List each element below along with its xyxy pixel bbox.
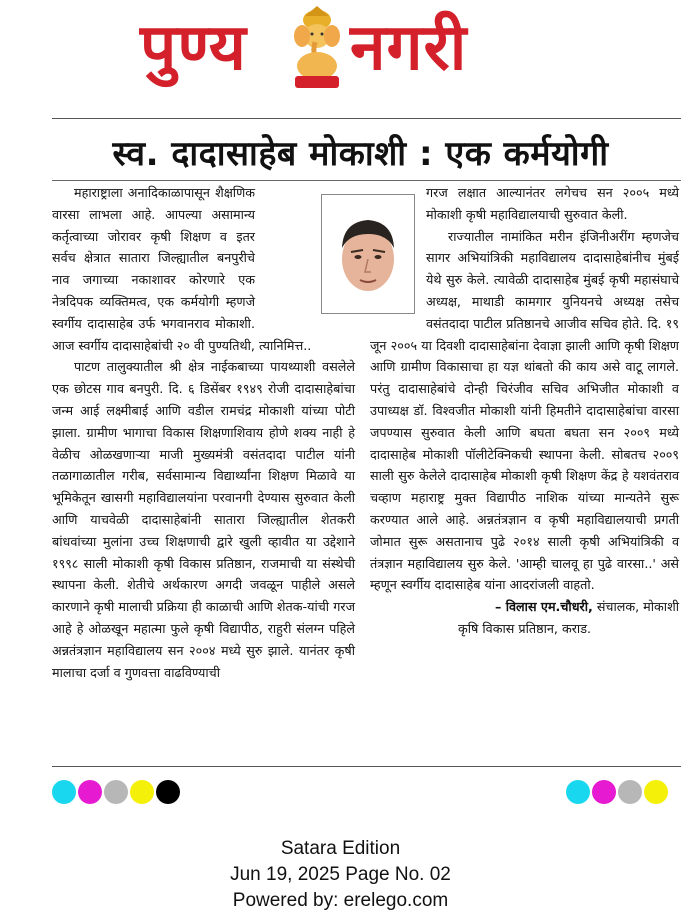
registration-mark xyxy=(130,780,154,804)
byline-role: संचालक, मोकाशी xyxy=(592,599,679,615)
registration-mark xyxy=(618,780,642,804)
article-column-1 xyxy=(52,182,355,683)
date-page-label: Jun 19, 2025 Page No. 02 xyxy=(230,864,451,885)
registration-marks-left xyxy=(52,780,180,804)
masthead-title-left: पुण्य xyxy=(140,11,247,85)
article-body xyxy=(52,182,681,752)
paragraph: गरज लक्षात आल्यानंतर लगेचच सन २००५ मध्ये मोकाशी कृषी महाविद्यालयाची सुरुवात केली. xyxy=(426,185,679,222)
headline-divider xyxy=(52,180,681,181)
top-divider xyxy=(52,118,681,119)
registration-mark xyxy=(156,780,180,804)
registration-mark xyxy=(78,780,102,804)
article-column-2 xyxy=(370,182,679,640)
paragraph: महाराष्ट्राला अनादिकाळापासून शैक्षणिक वारसा लाभला आहे. आपल्या असामान्य कर्तृत्वाच्या जोरावर कृषी शिक्षण व इतर सर्वच क्षेत्रात सातारा जिल्ह्यातील बनपुरीचे नाव जगाच्या नकाशावर कोरणारे एक नेत्रदिपक व्यक्तिमत्व, एक कर्मयोगी म्हणजे स्वर्गीय दादासाहेब उर्फ भगवानराव मोकाशी. आज स्वर्गीय दादासाहेबांची २० वी पुण्यतिथी, त्यानिमित्त.. xyxy=(52,185,312,353)
paragraph: पाटण तालुक्यातील श्री क्षेत्र नाईकबाच्या पायथ्याशी वसलेले एक छोटस गाव बनपुरी. दि. ६ डिसेंबर १९४९ रोजी दादासाहेबांचा जन्म आई लक्ष्मीबाई आणि वडील रामचंद्र मोकाशी यांच्या पोटी झाला. ग्रामीण भागाचा विकास शिक्षणाशिवाय होणे शक्य नाही हे वेळीच ओळखणाऱ्या माजी मुख्यमंत्री वसंतदादा पाटील यांनी तळागाळातील गरीब, सर्वसामान्य विद्यार्थ्यांना शिक्षण मिळावे या भूमिकेतून खासगी महाविद्यालयांना परवानगी देण्यास सुरुवात केली आणि याचवेळी दादासाहेबांनी सातारा जिल्ह्यातील शेतकरी बांधवांच्या मुलांना उच्च शिक्षणाची द्वारे खुली व्हावीत या उद्देशाने १९९८ साली मोकाशी कृषी विकास प्रतिष्ठान, राजमाची या संस्थेची स्थापना केली. शेतीचे अर्थकारण अगदी जवळून पाहीले असले कारणाने कृषी मालाची प्रक्रिया ही काळाची आणि शेतक-यांची गरज आहे हे ओळखून महात्मा फुले कृषी विद्यापीठ, राहुरी संलग्न पहिले अन्नतंत्रज्ञान महाविद्यालय सन २००४ मध्ये सुरु झाले. यानंतर कृषी मालाचा दर्जा व गुणवत्ता वाढविण्याची xyxy=(52,359,355,680)
paragraph: राज्यातील नामांकित मरीन इंजिनीअरींग म्हणजेच सागर अभियांत्रिकी महाविद्यालय दादासाहेबांनीच मुंबई येथे सुरु केले. त्यावेळी दादासाहेब मुंबई कृषी महासंघाचे अध्यक्ष, माथाडी कामगार युनियनचे अध्यक्ष तसेच वसंतदादा पाटील प्रतिष्ठानचे आजीव सचिव होते. दि. १९ जून २००५ या दिवशी दादासाहेबांना देवाज्ञा झाली आणि कृषी शिक्षण आणि ग्रामीण विकासाचा हा यज्ञ थांबतो की काय असे वाटू लागले. परंतु दादासाहेबांचे दोन्ही चिरंजीव सचिव अभिजीत मोकाशी व उपाध्यक्ष डॉ. विश्वजीत मोकाशी यांनी हिमतीने दादासाहेबांचा वारसा जपण्यास सुरुवात केली आणि बघता बघता सन २००९ मध्ये दादासाहेब मोकाशी पॉलीटेक्निकची स्थापना केली. सोबतच २००९ साली सुरु केलेले दादासाहेब मोकाशी कृषी शिक्षण केंद्र हे यशवंतराव चव्हाण महाराष्ट्र मुक्त विद्यापीठ नाशिक यांच्या मान्यतेने सुरू करण्यात आले आहे. अन्नतंत्रज्ञान व कृषी महाविद्यालयाची प्रगती जोमात सुरू असतानाच पुढे २०१४ साली कृषी अभियांत्रिकी व तंत्रज्ञान महाविद्यालय सुरु केले. 'आम्ही चालवू हा पुढे वारसा..' असे म्हणून स्वर्गीय दादासाहेब यांना आदरांजली वाहतो. xyxy=(370,228,679,593)
ganesha-icon xyxy=(285,6,349,90)
powered-by-link[interactable]: Powered by: erelego.com xyxy=(232,890,449,911)
registration-mark xyxy=(52,780,76,804)
edition-label: Satara Edition xyxy=(280,838,401,859)
registration-mark xyxy=(104,780,128,804)
registration-mark xyxy=(566,780,590,804)
bottom-divider xyxy=(52,766,681,767)
registration-mark xyxy=(644,780,668,804)
article-headline: स्व. दादासाहेब मोकाशी : एक कर्मयोगी xyxy=(112,134,609,174)
byline xyxy=(370,596,679,618)
masthead-title-right: नगरी xyxy=(350,11,468,85)
registration-marks-right xyxy=(566,780,668,804)
masthead xyxy=(0,0,681,112)
registration-mark xyxy=(592,780,616,804)
byline-name: – विलास एम.चौधरी, xyxy=(494,599,593,615)
byline-organization: कृषि विकास प्रतिष्ठान, कराड. xyxy=(458,620,592,636)
page-footer xyxy=(0,836,681,914)
